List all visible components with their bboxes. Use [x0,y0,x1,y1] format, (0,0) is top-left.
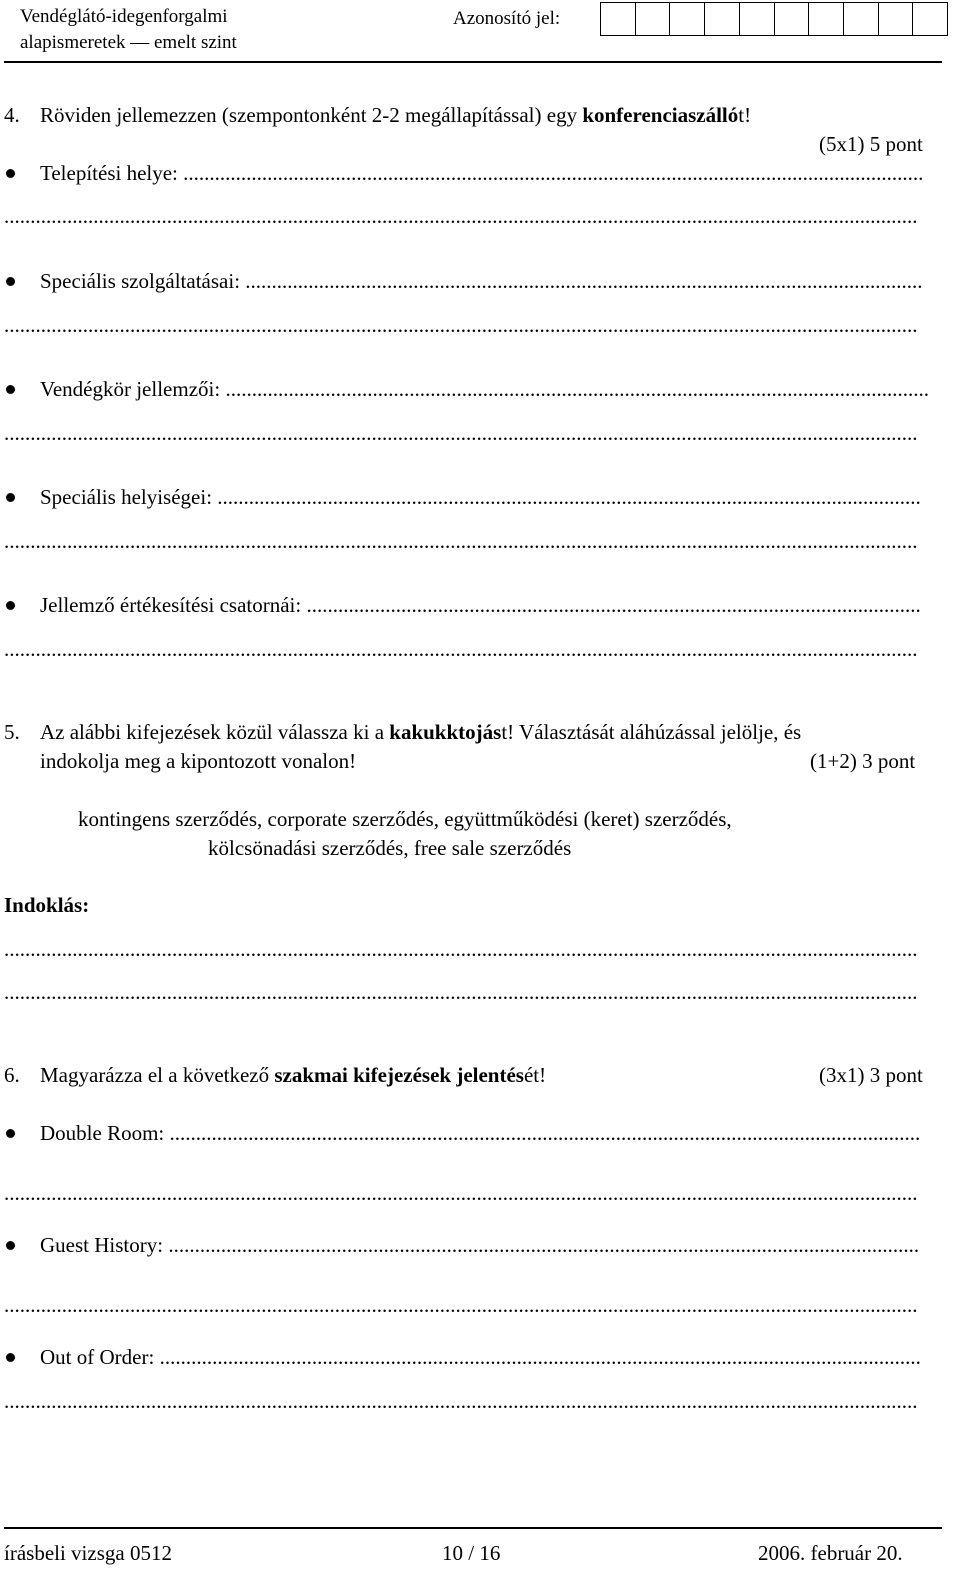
footer-date: 2006. február 20. [758,1541,903,1565]
answer-line[interactable]: .............................................................................................................................................................................. [4,1293,918,1317]
q5-reason-label: Indoklás: [4,893,90,917]
answer-line[interactable]: Telepítési helye: ............................................................................................................................................. [40,161,924,185]
q5-prompt-line2: indokolja meg a kipontozott vonalon! [40,749,357,773]
bullet-icon [6,385,15,394]
answer-line[interactable]: .............................................................................................................................................................................. [4,980,918,1004]
answer-line[interactable]: .............................................................................................................................................................................. [4,1181,918,1205]
bullet-icon [6,493,15,502]
q4-number: 4. [4,103,20,127]
answer-line[interactable]: .............................................................................................................................................................................. [4,937,918,961]
q6-number: 6. [4,1063,20,1087]
answer-line[interactable]: Speciális helyiségei: ...................................................................................................................................... [40,485,921,509]
answer-line[interactable]: Double Room: ............................................................................................................................................... [40,1121,921,1145]
answer-line[interactable]: Out of Order: ................................................................................................................................................. [40,1345,921,1369]
q5-points: (1+2) 3 pont [810,749,916,773]
id-cell[interactable] [601,3,636,35]
answer-line[interactable]: .............................................................................................................................................................................. [4,1389,918,1413]
header-rule [4,61,942,63]
id-cell[interactable] [879,3,914,35]
q5-prompt-line1: Az alábbi kifejezések közül válassza ki a kakukktojást! Választását aláhúzással jelölje, és [40,720,802,744]
bullet-icon [6,277,15,286]
header-subject-line2: alapismeretek — emelt szint [20,32,237,53]
footer-left: írásbeli vizsga 0512 [4,1541,172,1565]
q6-prompt: Magyarázza el a következő szakmai kifejezések jelentését! [40,1063,547,1087]
answer-line[interactable]: Vendégkör jellemzői: ...................................................................................................................................... [40,377,929,401]
bullet-icon [6,169,15,178]
id-cell[interactable] [844,3,879,35]
answer-line[interactable]: Speciális szolgáltatásai: ................................................................................................................................. [40,269,923,293]
id-cell[interactable] [913,3,947,35]
answer-line[interactable]: .............................................................................................................................................................................. [4,313,918,337]
id-cell[interactable] [775,3,810,35]
id-cell[interactable] [705,3,740,35]
answer-line[interactable]: .............................................................................................................................................................................. [4,637,918,661]
answer-line[interactable]: .............................................................................................................................................................................. [4,421,918,445]
answer-line[interactable]: .............................................................................................................................................................................. [4,204,918,228]
id-cell[interactable] [636,3,671,35]
q4-points: (5x1) 5 pont [819,132,923,156]
bullet-icon [6,1353,15,1362]
header-subject-line1: Vendéglátó-idegenforgalmi [20,6,228,27]
page-number: 10 / 16 [442,1541,501,1565]
id-label: Azonosító jel: [453,8,561,29]
q6-points: (3x1) 3 pont [819,1063,923,1087]
q5-terms-line2[interactable]: kölcsönadási szerződés, free sale szerződés [208,836,572,860]
answer-line[interactable]: .............................................................................................................................................................................. [4,529,918,553]
q5-number: 5. [4,720,20,744]
bullet-icon [6,1129,15,1138]
id-boxes[interactable] [600,2,948,36]
q5-terms-line1[interactable]: kontingens szerződés, corporate szerződés, együttműködési (keret) szerződés, [78,807,732,831]
bullet-icon [6,601,15,610]
bullet-icon [6,1241,15,1250]
id-cell[interactable] [809,3,844,35]
id-cell[interactable] [740,3,775,35]
answer-line[interactable]: Guest History: ............................................................................................................................................... [40,1233,920,1257]
answer-line[interactable]: Jellemző értékesítési csatornái: ..................................................................................................................... [40,593,921,617]
q4-prompt: Röviden jellemezzen (szempontonként 2-2 megállapítással) egy konferenciaszállót! [40,103,752,127]
id-cell[interactable] [670,3,705,35]
footer-rule [4,1527,942,1529]
